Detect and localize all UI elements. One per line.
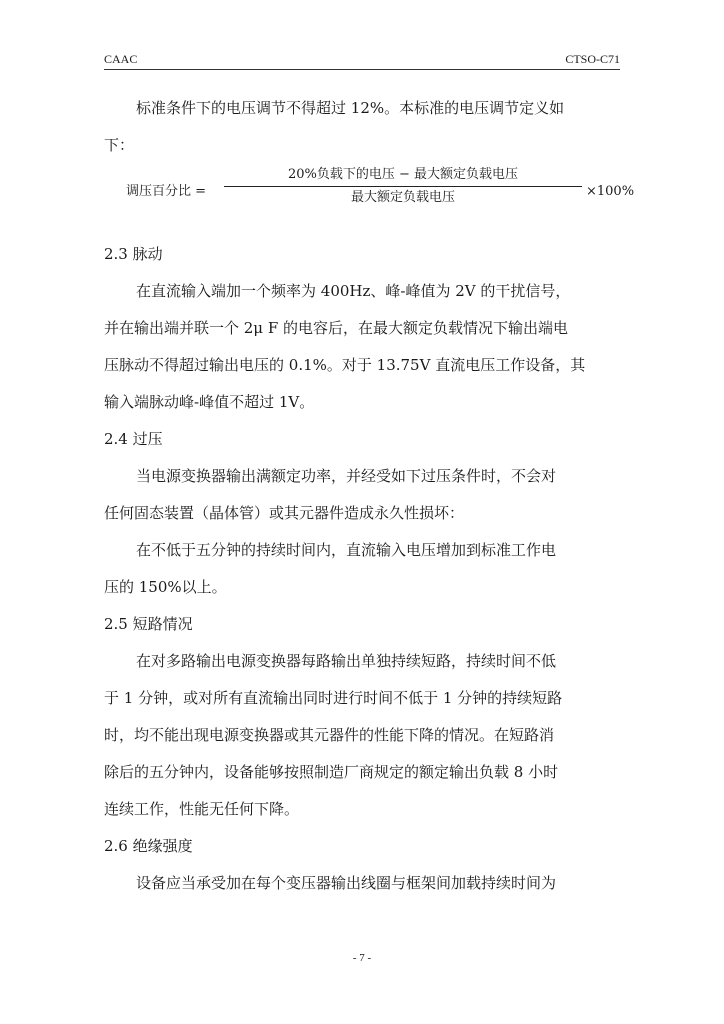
formula-rhs: ×100% (586, 184, 635, 199)
paragraph-line: 在对多路输出电源变换器每路输出单独持续短路，持续时间不低 (136, 652, 557, 670)
paragraph-line: 压脉动不得超过输出电压的 0.1%。对于 13.75V 直流电压工作设备，其 (104, 356, 586, 374)
page-header (104, 52, 620, 68)
paragraph-line: 连续工作，性能无任何下降。 (104, 800, 300, 818)
intro-paragraph-cont: 下： (104, 136, 135, 154)
section-heading: 2.5 短路情况 (104, 615, 193, 633)
header-rule (104, 69, 620, 70)
paragraph-line: 任何固态装置（晶体管）或其元器件造成永久性损坏： (104, 504, 465, 522)
sections (104, 236, 624, 902)
document-body (104, 90, 635, 902)
regulation-formula (104, 166, 635, 222)
header-doc-id: CTSO-C71 (565, 52, 620, 66)
paragraph-line: 设备应当承受加在每个变压器输出线圈与框架间加载持续时间为 (136, 874, 557, 892)
header-org: CAAC (104, 52, 138, 66)
section-heading: 2.6 绝缘强度 (104, 837, 193, 855)
paragraph-line: 在不低于五分钟的持续时间内，直流输入电压增加到标准工作电 (136, 541, 557, 559)
paragraph-line: 当电源变换器输出满额定功率，并经受如下过压条件时，不会对 (136, 467, 557, 485)
paragraph-line: 在直流输入端加一个频率为 400Hz、峰-峰值为 2V 的干扰信号， (136, 282, 571, 300)
section-heading: 2.4 过压 (104, 430, 163, 448)
paragraph-line: 输入端脉动峰-峰值不超过 1V。 (104, 393, 315, 411)
paragraph-line: 于 1 分钟，或对所有直流输出同时进行时间不低于 1 分钟的持续短路 (104, 689, 563, 707)
page-number: - 7 - (352, 952, 372, 964)
intro-paragraph: 标准条件下的电压调节不得超过 12%。本标准的电压调节定义如 (136, 99, 565, 117)
formula-denominator: 最大额定负载电压 (350, 190, 455, 205)
paragraph-line: 并在输出端并联一个 2μ F 的电容后，在最大额定负载情况下输出端电 (104, 319, 569, 337)
formula-lhs: 调压百分比 = (126, 184, 207, 199)
paragraph-line: 除后的五分钟内，设备能够按照制造厂商规定的额定输出负载 8 小时 (104, 763, 559, 781)
paragraph-line: 时，均不能出现电源变换器或其元器件的性能下降的情况。在短路消 (104, 726, 555, 744)
paragraph-line: 压的 150%以上。 (104, 578, 227, 596)
formula-fraction (222, 166, 584, 207)
formula-numerator: 20%负载下的电压 − 最大额定负载电压 (287, 167, 519, 182)
section-heading: 2.3 脉动 (104, 245, 163, 263)
